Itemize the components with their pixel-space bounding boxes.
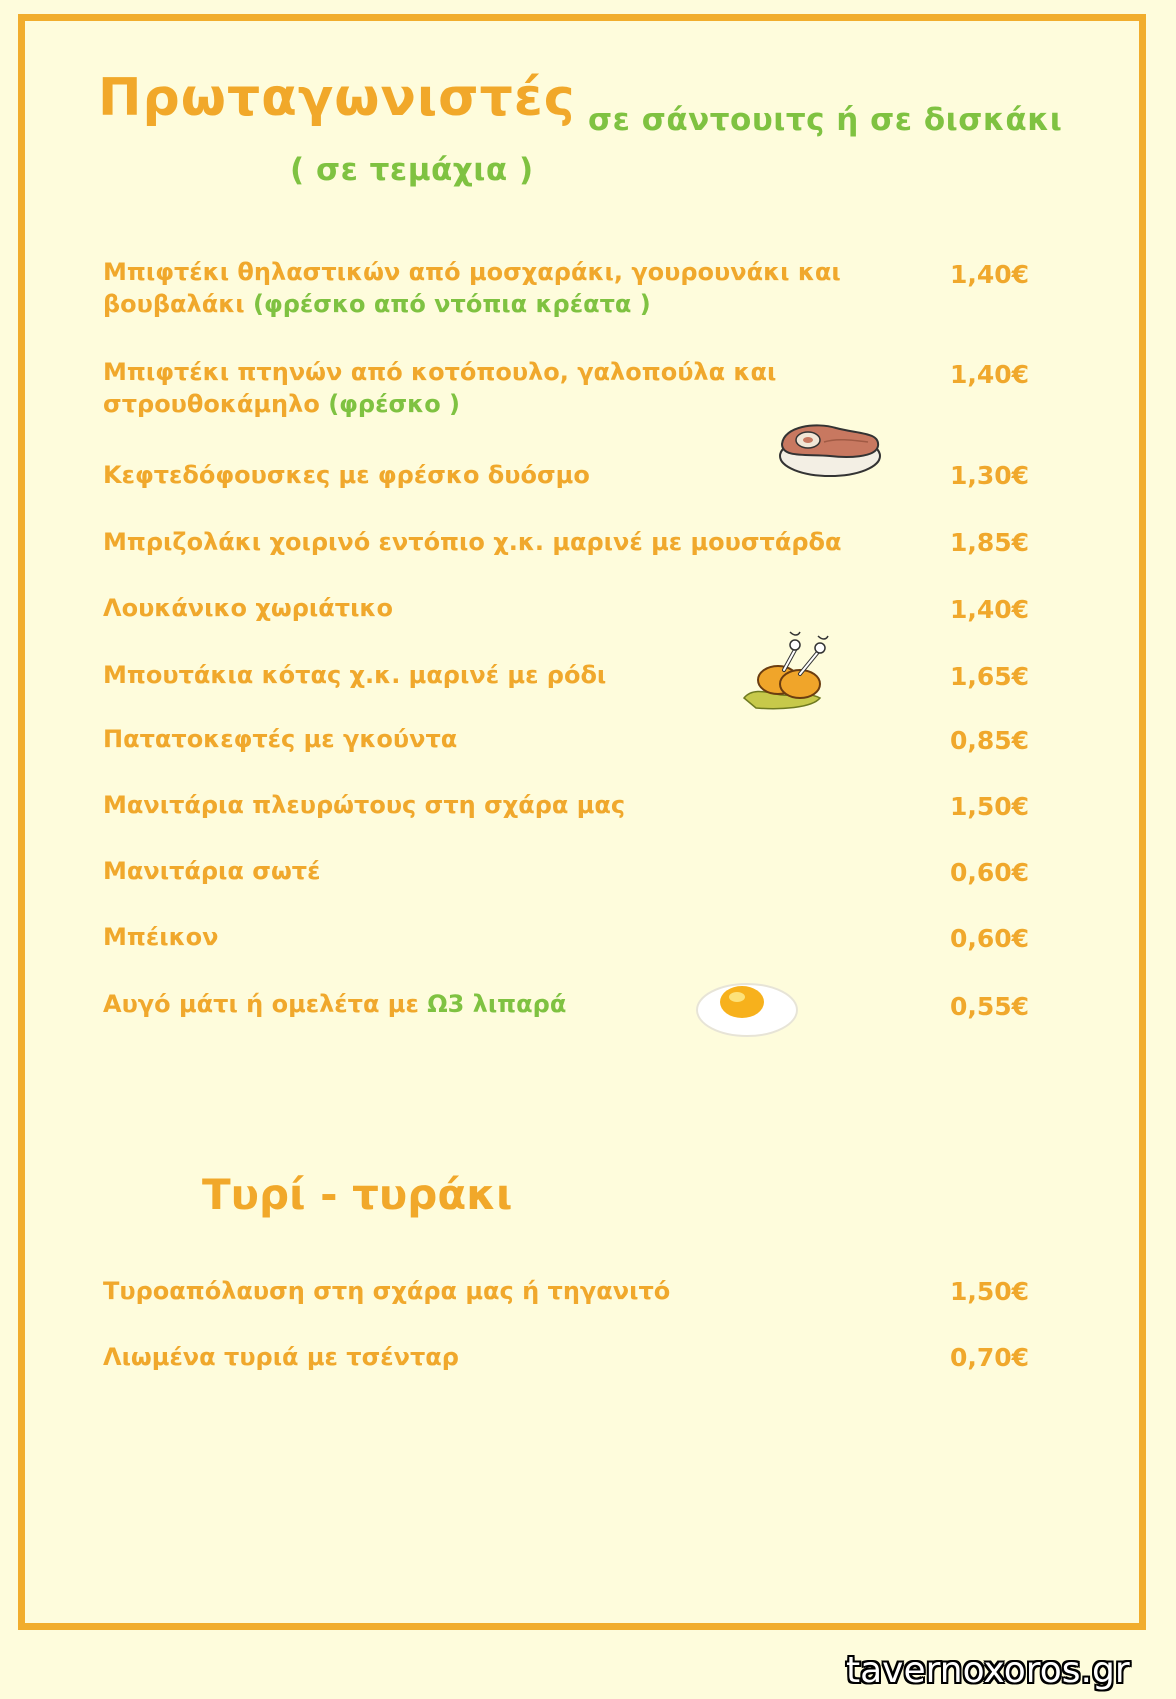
- menu-item-price: 0,85€: [950, 726, 1030, 755]
- menu-item-price: 0,70€: [950, 1343, 1030, 1372]
- menu-item-name: Μπιφτέκι πτηνών από κοτόπουλο, γαλοπούλα και στρουθοκάμηλο (φρέσκο ): [103, 358, 777, 418]
- fried-egg-icon: [694, 974, 800, 1040]
- menu-item-name: Λουκάνικο χωριάτικο: [103, 594, 393, 622]
- menu-item-name: Μπουτάκια κότας χ.κ. μαρινέ με ρόδι: [103, 661, 607, 689]
- menu-item-price: 1,50€: [950, 792, 1030, 821]
- menu-subtitle: σε σάντουιτς ή σε δισκάκι: [588, 102, 1063, 138]
- menu-item-price: 1,50€: [950, 1277, 1030, 1306]
- steak-icon: [776, 418, 884, 480]
- menu-item-name: Μπέικον: [103, 923, 219, 951]
- menu-item-name: Τυροαπόλαυση στη σχάρα μας ή τηγανιτό: [103, 1277, 671, 1305]
- menu-item-price: 0,60€: [950, 858, 1030, 887]
- menu-item-price: 0,55€: [950, 992, 1030, 1021]
- menu-item-price: 1,30€: [950, 461, 1030, 490]
- watermark: tavernoxoros.gr: [846, 1650, 1130, 1691]
- menu-item-name: Κεφτεδόφουσκες με φρέσκο δυόσμο: [103, 461, 590, 489]
- menu-subtitle-pieces: ( σε τεμάχια ): [290, 152, 534, 188]
- menu-item-name: Αυγό μάτι ή ομελέτα με Ω3 λιπαρά: [103, 990, 567, 1018]
- menu-item-price: 0,60€: [950, 924, 1030, 953]
- menu-item-name: Μανιτάρια πλευρώτους στη σχάρα μας: [103, 791, 626, 819]
- menu-item-price: 1,65€: [950, 662, 1030, 691]
- menu-item-name: Μανιτάρια σωτέ: [103, 857, 321, 885]
- menu-item-name: Πατατοκεφτές με γκούντα: [103, 725, 458, 753]
- menu-title: Πρωταγωνιστές: [98, 68, 576, 128]
- menu-item-name: Λιωμένα τυριά με τσένταρ: [103, 1343, 459, 1371]
- menu-item-price: 1,40€: [950, 595, 1030, 624]
- chicken-drumsticks-icon: [740, 628, 840, 713]
- menu-item-price: 1,40€: [950, 360, 1030, 389]
- menu-item-name: Μπριζολάκι χοιρινό εντόπιο χ.κ. μαρινέ με μουστάρδα: [103, 528, 842, 556]
- menu-item-price: 1,85€: [950, 528, 1030, 557]
- menu-item-name: Μπιφτέκι θηλαστικών από μοσχαράκι, γουρουνάκι και βουβαλάκι (φρέσκο από ντόπια κρέατα ): [103, 258, 841, 318]
- menu-item-price: 1,40€: [950, 260, 1030, 289]
- section-title-cheese: Τυρί - τυράκι: [202, 1170, 513, 1219]
